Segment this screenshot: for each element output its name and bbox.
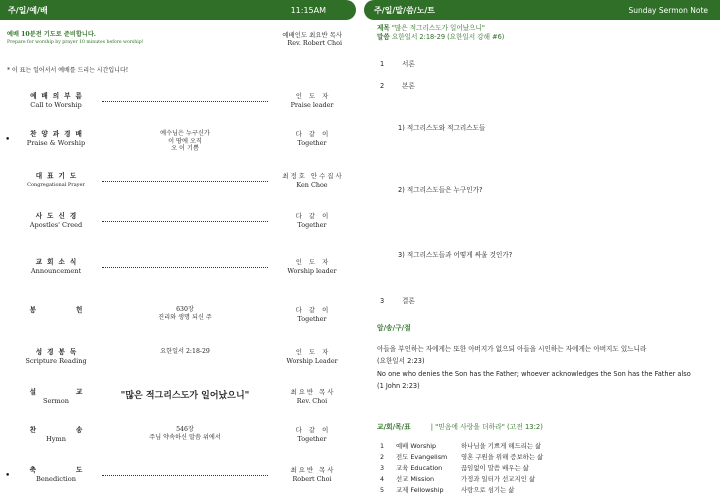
worship-time: 11:15AM (290, 5, 326, 15)
leader-en: Robert Choi (292, 475, 332, 483)
order-item-en: Call to Worship (30, 101, 82, 109)
order-item-detail (102, 426, 268, 441)
order-item-leader (276, 130, 348, 148)
order-item-en: Benediction (36, 475, 76, 483)
order-item-en: Sermon (42, 397, 70, 405)
worship-order-row (0, 212, 356, 242)
order-item-detail (102, 348, 268, 356)
leader-ko: 최요반 목사 (290, 388, 336, 396)
worship-order-row (0, 466, 356, 496)
dotted-leader (102, 216, 268, 222)
order-item-en: Hymn (46, 435, 66, 443)
detail-line: "많은 적그리스도가 일어났으니" (120, 391, 250, 401)
worship-order-row (0, 258, 356, 288)
detail-line: 진리와 생명 되신 주 (158, 313, 212, 321)
worship-order-row (0, 172, 356, 202)
church-goal-item: 1 예배 Worship 하나님을 기쁘게 해드리는 삶 (380, 442, 542, 450)
leader-en: Worship leader (287, 267, 337, 275)
detail-line: 546장 (176, 426, 194, 433)
memory-verse-heading: 암/송/구/절 (377, 324, 411, 332)
worship-order-row (0, 388, 356, 418)
detail-line: 오 이 기쁨 (171, 145, 199, 152)
outline-subitem: 2) 적그리스도들은 누구인가? (398, 186, 483, 194)
order-item-ko: 축도 (29, 466, 123, 474)
leader-ko: 인도자 (295, 348, 336, 356)
standing-bullet-icon: • (5, 135, 11, 145)
memory-en-ref: (1 John 2:23) (377, 382, 420, 391)
prepare-ko: 예배 10분전 기도로 준비합니다. (7, 31, 96, 38)
worship-order-row (0, 306, 356, 336)
worship-order-row (0, 92, 356, 122)
order-item-name (14, 92, 98, 110)
dotted-leader (102, 96, 268, 102)
leader-ko: 다같이 (295, 426, 336, 434)
church-goals-ref: | "믿음에 사랑을 더하라" (고전 13:2) (430, 423, 543, 431)
leader-ko: 최요반 목사 (290, 466, 336, 474)
sermon-note-tag: Sunday Sermon Note (628, 5, 708, 15)
order-item-name (14, 348, 98, 366)
church-goal-item: 2 전도 Evangelism 영혼 구원을 위해 증보하는 삶 (380, 453, 544, 461)
detail-line: 예수님은 누구신가 (160, 130, 210, 137)
prepare-notice (7, 31, 144, 47)
leader-ko: 최정호 안수집사 (282, 172, 344, 180)
church-goal-item: 4 선교 Mission 가정과 일터가 선교지인 삶 (380, 475, 536, 483)
order-item-name (14, 466, 123, 484)
order-item-ko: 봉헌 (29, 306, 123, 314)
worship-order-row (0, 426, 356, 456)
order-item-name (14, 258, 98, 276)
outline-item: 2 본론 (380, 82, 415, 90)
order-item-ko: 설교 (29, 388, 123, 396)
outline-subitem: 1) 적그리스도와 적그리스도들 (398, 124, 486, 132)
worship-order-row (0, 130, 356, 160)
standing-notice: * 이 표는 일어서서 예배를 드리는 시간입니다! (7, 67, 129, 74)
detail-line: 이 땅에 오직 (168, 137, 202, 145)
order-item-en: Praise & Worship (26, 139, 86, 147)
order-item-leader (276, 388, 348, 406)
outline-item: 3 결론 (380, 297, 415, 305)
order-item-en: Announcement (30, 267, 82, 275)
order-item-ko: 예배의부름 (30, 92, 87, 100)
sermon-title-block (377, 24, 504, 41)
church-goal-item: 5 교제 Fellowship 사랑으로 섬기는 삶 (380, 486, 515, 494)
order-item-name (14, 306, 123, 315)
outline-item: 1 서론 (380, 60, 415, 68)
sermon-note-header (364, 0, 720, 20)
order-item-ko: 사도신경 (35, 212, 82, 220)
leader-en: Praise leader (290, 101, 334, 109)
order-item-name (14, 130, 98, 148)
leader-ko: 인도자 (295, 92, 336, 100)
church-goal-item: 3 교육 Education 끊임없이 말씀 배우는 삶 (380, 464, 529, 472)
leader-ko: 인도자 (295, 258, 336, 266)
leader-en: Together (297, 139, 327, 147)
order-item-leader (276, 92, 348, 110)
church-goals-heading: 교/회/목/표 | "믿음에 사랑을 더하라" (고전 13:2) (377, 423, 543, 431)
order-item-leader (276, 258, 348, 276)
order-item-leader (276, 426, 348, 444)
order-item-leader (276, 172, 348, 190)
leader-en: Ken Choe (296, 181, 328, 189)
leader-ko: 다같이 (295, 306, 336, 314)
order-item-name (14, 172, 98, 190)
order-item-ko: 대표기도 (35, 172, 82, 180)
order-item-leader (276, 348, 348, 366)
sermon-title: "많은 적그리스도가 일어났으니" (391, 24, 485, 32)
worship-header (0, 0, 356, 20)
order-item-detail (102, 391, 268, 401)
order-item-leader (276, 466, 348, 484)
standing-bullet-icon: • (5, 471, 11, 481)
worship-leader-info (282, 31, 342, 47)
sermon-passage: 요한일서 2:18-29 (요한일서 강해 #6) (391, 32, 505, 41)
order-item-en: Apostles' Creed (29, 221, 83, 229)
memory-en: No one who denies the Son has the Father; whoever acknowledges the Son has the Father also (377, 369, 691, 378)
leader-ko: 다같이 (295, 212, 336, 220)
detail-line: 630장 (176, 306, 194, 313)
sermon-note-panel (364, 0, 720, 498)
memory-ko-ref: (요한일서 2:23) (377, 357, 425, 366)
order-item-ko: 성경봉독 (35, 348, 82, 356)
order-item-name (14, 388, 123, 406)
detail-line: 요한일서 2:18-29 (160, 348, 210, 355)
order-item-en: Congregational Prayer (27, 182, 85, 188)
order-item-en: Scripture Reading (25, 357, 87, 365)
dotted-leader (102, 262, 268, 268)
dotted-leader (102, 470, 268, 476)
worship-order-row (0, 348, 356, 378)
outline-subitem: 3) 적그리스도들과 어떻게 싸울 것인가? (398, 251, 513, 259)
pastor-en: Rev. Robert Choi (287, 39, 342, 47)
order-item-ko: 찬양과경배 (30, 130, 87, 138)
order-item-detail (102, 306, 268, 321)
worship-order-panel (0, 0, 356, 498)
detail-line: 주님 약속하신 말씀 위에서 (149, 433, 221, 441)
leader-en: Worship Leader (286, 357, 338, 365)
memory-ko: 아들을 부인하는 자에게는 또한 아버지가 없으되 아들을 시인하는 자에게는 아버지도 있느니라 (377, 345, 647, 353)
order-item-detail (102, 130, 268, 153)
passage-label: 말씀 (377, 32, 390, 41)
prepare-en: Prepare for worship by prayer 10 minutes before worship! (7, 40, 144, 45)
memory-verse (377, 343, 717, 393)
leader-en: Together (297, 315, 327, 323)
leader-en: Together (297, 435, 327, 443)
pastor-ko: 예배인도 최요반 목사 (282, 31, 342, 39)
order-item-leader (276, 306, 348, 324)
order-item-ko: 찬송 (29, 426, 123, 434)
leader-en: Rev. Choi (296, 397, 328, 405)
sermon-note-title: 주/일/말/씀/노/트 (374, 5, 435, 15)
order-item-leader (276, 212, 348, 230)
dotted-leader (102, 176, 268, 182)
leader-en: Together (297, 221, 327, 229)
order-item-ko: 교회소식 (35, 258, 82, 266)
leader-ko: 다같이 (295, 130, 336, 138)
order-item-name (14, 212, 98, 230)
title-label: 제목 (377, 24, 390, 32)
order-item-name (14, 426, 123, 444)
worship-title: 주/일/예/배 (8, 5, 48, 15)
